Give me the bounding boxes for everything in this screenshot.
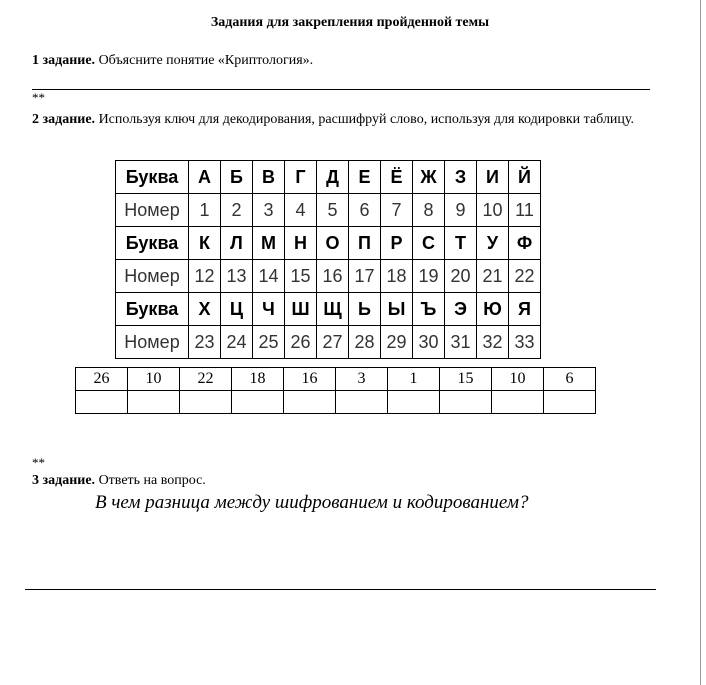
key-letter: Т	[445, 227, 477, 260]
key-numbers-row	[116, 260, 541, 293]
key-number: 7	[381, 194, 413, 227]
task-1	[32, 53, 313, 69]
cipher-code-cell: 10	[128, 368, 180, 391]
key-number: 2	[221, 194, 253, 227]
answer-cell[interactable]	[180, 391, 232, 414]
cipher-code-cell: 3	[336, 368, 388, 391]
key-letter: Щ	[317, 293, 349, 326]
key-number: 19	[413, 260, 445, 293]
number-header: Номер	[116, 194, 189, 227]
cipher-code-cell: 6	[544, 368, 596, 391]
key-number: 1	[189, 194, 221, 227]
key-number: 14	[253, 260, 285, 293]
key-number: 9	[445, 194, 477, 227]
key-letter: Н	[285, 227, 317, 260]
key-letter: Ю	[477, 293, 509, 326]
key-letter: Д	[317, 161, 349, 194]
answer-cell[interactable]	[284, 391, 336, 414]
key-number: 26	[285, 326, 317, 359]
key-letters-row	[116, 293, 541, 326]
number-header: Номер	[116, 326, 189, 359]
key-number: 24	[221, 326, 253, 359]
cipher-answer-row	[76, 391, 596, 414]
key-letter: С	[413, 227, 445, 260]
key-number: 18	[381, 260, 413, 293]
key-letter: У	[477, 227, 509, 260]
key-number: 30	[413, 326, 445, 359]
key-number: 33	[509, 326, 541, 359]
key-number: 16	[317, 260, 349, 293]
cipher-table	[75, 367, 596, 414]
key-number: 27	[317, 326, 349, 359]
key-table	[115, 160, 541, 359]
task-3-label: 3 задание.	[32, 473, 96, 488]
key-letter: П	[349, 227, 381, 260]
answer-cell[interactable]	[544, 391, 596, 414]
key-number: 21	[477, 260, 509, 293]
key-letters-row	[116, 161, 541, 194]
task-2	[32, 110, 650, 129]
answer-cell[interactable]	[336, 391, 388, 414]
answer-cell[interactable]	[440, 391, 492, 414]
cipher-code-cell: 16	[284, 368, 336, 391]
task-2-label: 2 задание.	[32, 112, 96, 127]
number-header: Номер	[116, 260, 189, 293]
page-edge-line	[700, 0, 701, 685]
key-letter: Ц	[221, 293, 253, 326]
key-number: 13	[221, 260, 253, 293]
key-number: 12	[189, 260, 221, 293]
key-number: 20	[445, 260, 477, 293]
cipher-code-cell: 18	[232, 368, 284, 391]
stars-1: **	[32, 90, 45, 105]
answer-cell[interactable]	[388, 391, 440, 414]
task-3	[32, 473, 206, 489]
key-letter: Й	[509, 161, 541, 194]
cipher-code-row	[76, 368, 596, 391]
key-number: 10	[477, 194, 509, 227]
key-number: 29	[381, 326, 413, 359]
question: В чем разница между шифрованием и кодированием?	[95, 492, 529, 513]
key-letter: Ч	[253, 293, 285, 326]
answer-cell[interactable]	[128, 391, 180, 414]
key-letter: Л	[221, 227, 253, 260]
answer-line-1	[32, 89, 650, 90]
key-number: 31	[445, 326, 477, 359]
cipher-code-cell: 10	[492, 368, 544, 391]
key-letter: Ы	[381, 293, 413, 326]
key-letter: Х	[189, 293, 221, 326]
key-number: 22	[509, 260, 541, 293]
task-1-text: Объясните понятие «Криптология».	[95, 53, 314, 68]
key-letter: И	[477, 161, 509, 194]
key-letter: О	[317, 227, 349, 260]
key-numbers-row	[116, 326, 541, 359]
answer-line-2	[25, 589, 656, 590]
key-letter: Р	[381, 227, 413, 260]
key-letter: Ш	[285, 293, 317, 326]
key-number: 5	[317, 194, 349, 227]
key-number: 6	[349, 194, 381, 227]
task-2-text: Используя ключ для декодирования, расшифруй слово, используя для кодировки таблицу.	[95, 112, 635, 127]
key-numbers-row	[116, 194, 541, 227]
key-number: 3	[253, 194, 285, 227]
task-1-label: 1 задание.	[32, 53, 96, 68]
key-letter: К	[189, 227, 221, 260]
key-letter: В	[253, 161, 285, 194]
stars-2: **	[32, 455, 45, 470]
key-number: 32	[477, 326, 509, 359]
key-letters-row	[116, 227, 541, 260]
letter-header: Буква	[116, 293, 189, 326]
key-number: 8	[413, 194, 445, 227]
key-number: 15	[285, 260, 317, 293]
answer-cell[interactable]	[232, 391, 284, 414]
key-letter: Ь	[349, 293, 381, 326]
key-number: 28	[349, 326, 381, 359]
key-letter: Б	[221, 161, 253, 194]
key-letter: А	[189, 161, 221, 194]
key-letter: Э	[445, 293, 477, 326]
key-letter: Г	[285, 161, 317, 194]
key-number: 17	[349, 260, 381, 293]
key-letter: Я	[509, 293, 541, 326]
task-3-text: Ответь на вопрос.	[95, 473, 206, 488]
cipher-code-cell: 26	[76, 368, 128, 391]
answer-cell[interactable]	[76, 391, 128, 414]
key-letter: Ё	[381, 161, 413, 194]
letter-header: Буква	[116, 227, 189, 260]
key-letter: М	[253, 227, 285, 260]
key-letter: З	[445, 161, 477, 194]
key-letter: Ф	[509, 227, 541, 260]
page-title: Задания для закрепления пройденной темы	[210, 15, 490, 30]
key-number: 23	[189, 326, 221, 359]
key-number: 25	[253, 326, 285, 359]
key-letter: Ж	[413, 161, 445, 194]
cipher-code-cell: 15	[440, 368, 492, 391]
key-letter: Ъ	[413, 293, 445, 326]
key-number: 11	[509, 194, 541, 227]
letter-header: Буква	[116, 161, 189, 194]
answer-cell[interactable]	[492, 391, 544, 414]
cipher-code-cell: 22	[180, 368, 232, 391]
cipher-code-cell: 1	[388, 368, 440, 391]
key-letter: Е	[349, 161, 381, 194]
key-number: 4	[285, 194, 317, 227]
